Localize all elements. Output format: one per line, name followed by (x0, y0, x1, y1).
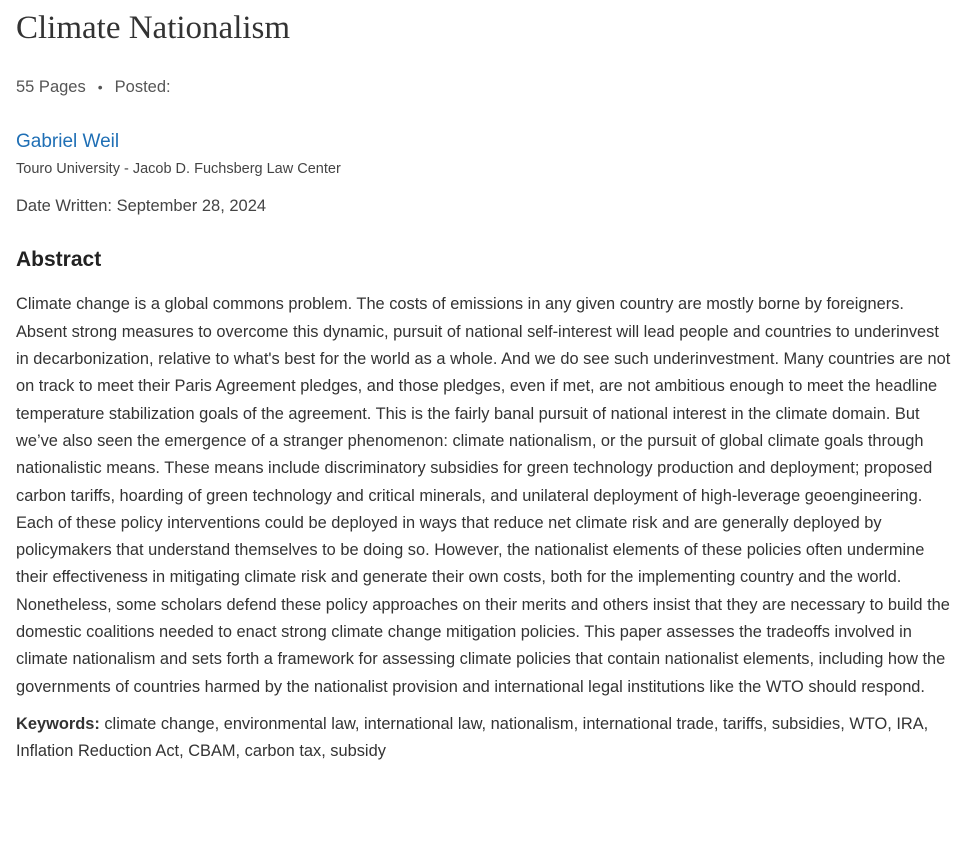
date-written: Date Written: September 28, 2024 (16, 197, 267, 215)
keywords-list: climate change, environmental law, international law, nationalism, international trade, tariffs, subsidies, WTO, IRA, Inflation Reduction Act, CBAM, carbon tax, subsidy (16, 714, 929, 761)
author-link[interactable]: Gabriel Weil (16, 131, 120, 152)
keywords-label: Keywords: (16, 714, 100, 733)
paper-title: Climate Nationalism (16, 10, 291, 46)
meta-separator: • (97, 79, 103, 95)
author-affiliation: Touro University - Jacob D. Fuchsberg Law Center (16, 161, 341, 177)
abstract-text: Climate change is a global commons problem. The costs of emissions in any given country are mostly borne by foreigners. Absent strong measures to overcome this dynamic, pursuit of national self-interest will lead people and countries to underinvest in decarbonization, relative to what's best for the world as a whole. And we do see such underinvestment. Many countries are not on track to meet their Paris Agreement pledges, and those pledges, even if met, are not ambitious enough to meet the headline temperature stabilization goals of the agreement. This is the fairly banal pursuit of national interest in the climate domain. But we’ve also seen the emergence of a stranger phenomenon: climate nationalism, or the pursuit of global climate goals through nationalistic means. These means include discriminatory subsidies for green technology production and deployment; proposed carbon tariffs, hoarding of green technology and critical minerals, and unilateral deployment of high-leverage geoengineering. Each of these policy interventions could be deployed in ways that reduce net climate risk and are generally deployed by policymakers that understand themselves to be doing so. However, the nationalist elements of these policies often undermine their effectiveness in mitigating climate risk and generate their own costs, both for the implementing country and the world. Nonetheless, some scholars defend these policy approaches on their merits and others insist that they are necessary to build the domestic coalitions needed to enact strong climate change mitigation policies. This paper assesses the tradeoffs involved in climate nationalism and sets forth a framework for assessing climate policies that contain nationalist elements, including how the governments of countries harmed by the nationalist provision and international legal institutions like the WTO should respond. (16, 295, 951, 696)
keywords (16, 711, 952, 766)
paper-meta (16, 76, 956, 98)
posted-label: Posted: (114, 78, 171, 96)
page-count: 55 Pages (16, 78, 86, 96)
abstract-heading: Abstract (16, 248, 102, 271)
